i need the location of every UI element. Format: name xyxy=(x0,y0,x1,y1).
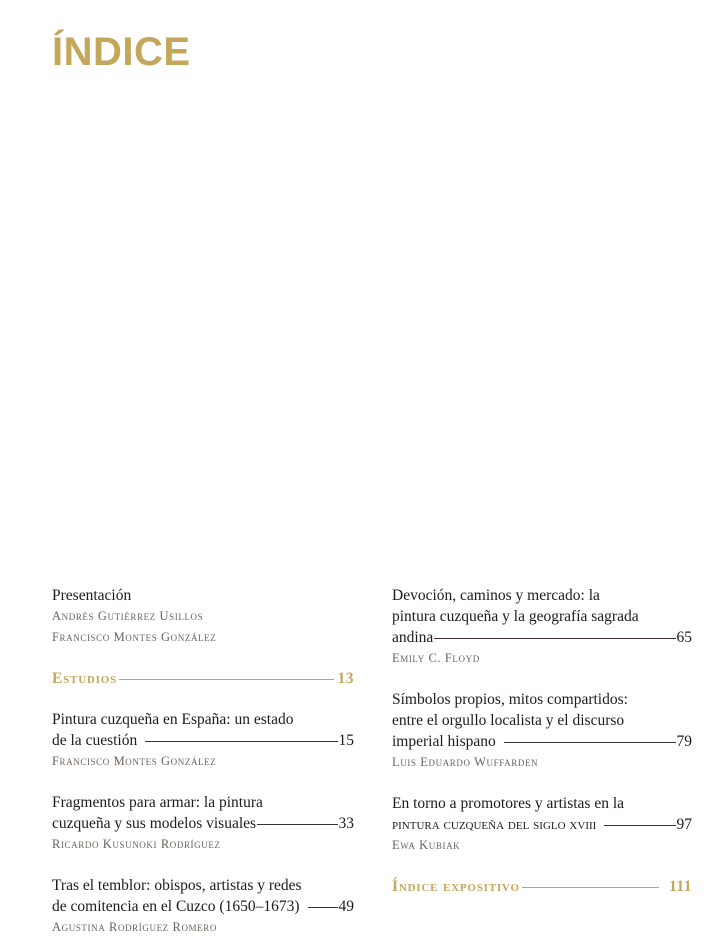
leader-line xyxy=(604,825,675,826)
toc-entry[interactable] xyxy=(52,792,354,855)
leader-line xyxy=(257,824,337,825)
entry-title-line: Tras el temblor: obispos, artistas y redes xyxy=(52,877,302,894)
page-title: ÍNDICE xyxy=(52,30,191,74)
toc-entry-presentacion[interactable] xyxy=(52,585,354,648)
leader-line xyxy=(308,907,338,908)
entry-author: Luis Eduardo Wuffarden xyxy=(392,755,539,769)
toc-entry[interactable] xyxy=(392,689,692,773)
entry-title-line: Símbolos propios, mitos compartidos: xyxy=(392,691,628,708)
entry-title: Presentación xyxy=(52,587,132,604)
entry-title-line: pintura cuzqueña y la geografía sagrada xyxy=(392,608,639,625)
toc-left-column xyxy=(52,585,354,938)
section-label: Estudios xyxy=(52,670,118,687)
entry-title-line: Pintura cuzqueña en España: un estado xyxy=(52,711,294,728)
entry-title-line: Devoción, caminos y mercado: la xyxy=(392,587,600,604)
entry-title-line: En torno a promotores y artistas en la xyxy=(392,795,625,812)
page-number: 111 xyxy=(668,878,692,895)
section-heading-estudios[interactable] xyxy=(52,668,354,689)
section-heading-indice-expositivo[interactable] xyxy=(392,876,692,897)
page-number: 49 xyxy=(338,898,354,915)
entry-title-line: pintura cuzqueña del siglo xviii xyxy=(392,816,597,833)
leader-line xyxy=(434,638,675,639)
toc-entry[interactable] xyxy=(52,875,354,938)
toc-entry[interactable] xyxy=(392,793,692,856)
entry-author: Andrés Gutiérrez Usillos xyxy=(52,609,204,623)
page-number: 33 xyxy=(338,815,354,832)
page-number: 97 xyxy=(676,816,692,833)
page-number: 65 xyxy=(676,629,692,646)
leader-line xyxy=(522,887,659,888)
page-number: 79 xyxy=(676,733,692,750)
leader-line xyxy=(145,741,337,742)
entry-author: Ricardo Kusunoki Rodríguez xyxy=(52,837,221,851)
page-number: 15 xyxy=(338,732,354,749)
leader-line xyxy=(504,742,676,743)
toc-entry[interactable] xyxy=(52,709,354,772)
leader-line xyxy=(119,679,333,680)
entry-title-line: entre el orgullo localista y el discurso xyxy=(392,712,625,729)
entry-author: Agustina Rodríguez Romero xyxy=(52,920,217,934)
toc-right-column xyxy=(392,585,692,897)
entry-author: Emily C. Floyd xyxy=(392,651,480,665)
entry-title-line: de la cuestión xyxy=(52,732,138,749)
entry-title-line: Fragmentos para armar: la pintura xyxy=(52,794,263,811)
entry-title-line: andina xyxy=(392,629,434,646)
entry-author: Francisco Montes González xyxy=(52,754,217,768)
entry-author: Ewa Kubiak xyxy=(392,838,461,852)
entry-title-line: cuzqueña y sus modelos visuales xyxy=(52,815,257,832)
page-number: 13 xyxy=(337,670,354,687)
entry-title-line: de comitencia en el Cuzco (1650–1673) xyxy=(52,898,300,915)
entry-author: Francisco Montes González xyxy=(52,630,217,644)
entry-title-line: imperial hispano xyxy=(392,733,496,750)
section-label: Índice expositivo xyxy=(392,878,520,895)
toc-entry[interactable] xyxy=(392,585,692,669)
